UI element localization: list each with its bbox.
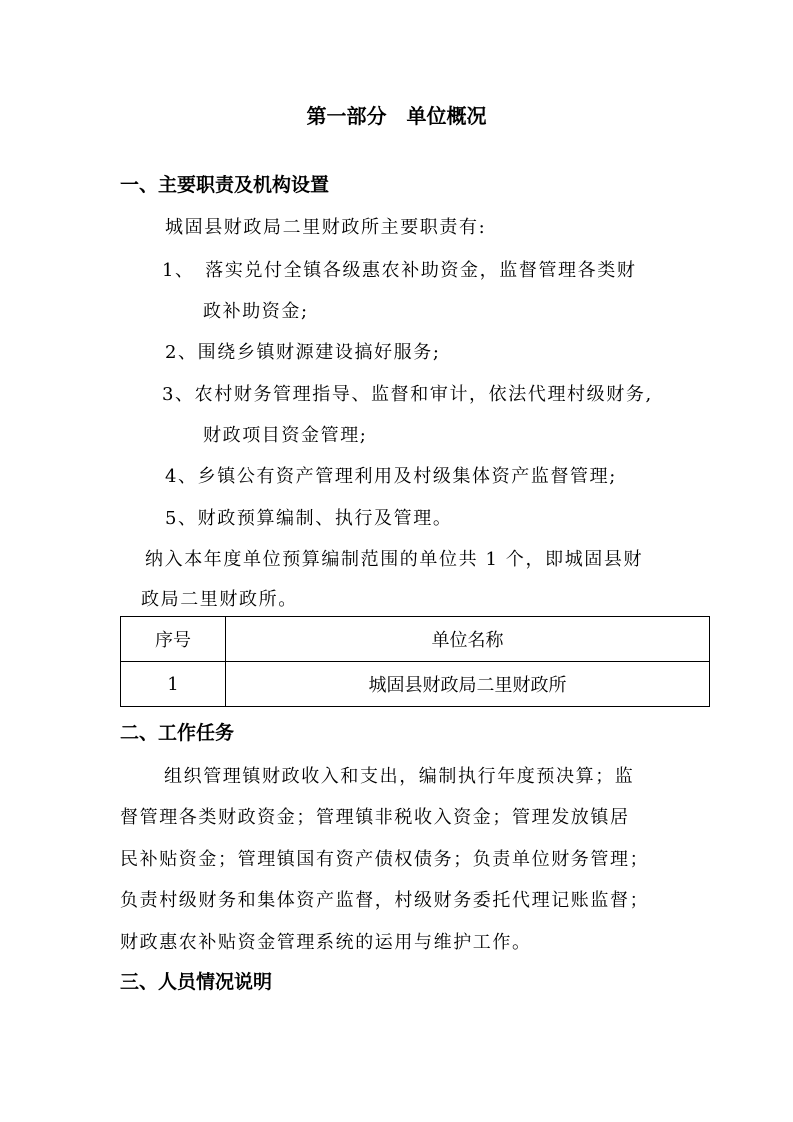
task-line-4: 负责村级财务和集体资产监督，村级财务委托代理记账监督； (120, 890, 650, 911)
section-3-heading: 三、人员情况说明 (120, 971, 273, 993)
unit-table (120, 616, 710, 707)
duty-item-4: 4、乡镇公有资产管理利用及村级集体资产监督管理; (165, 466, 617, 487)
duty-item-1-line-2: 政补助资金; (203, 301, 309, 322)
task-line-2: 督管理各类财政资金；管理镇非税收入资金；管理发放镇居 (120, 807, 630, 828)
cell-index: 1 (121, 662, 226, 707)
cell-unit-name: 城固县财政局二里财政所 (226, 662, 710, 707)
table-row (121, 662, 710, 707)
duty-item-1-line-1: 1、 落实兑付全镇各级惠农补助资金，监督管理各类财 (162, 260, 637, 281)
header-index: 序号 (121, 617, 226, 662)
task-line-1: 组织管理镇财政收入和支出，编制执行年度预决算；监 (164, 766, 635, 787)
duty-item-2: 2、围绕乡镇财源建设搞好服务; (165, 342, 441, 363)
section-1-intro: 城固县财政局二里财政所主要职责有: (165, 217, 487, 238)
scope-line-2: 政局二里财政所。 (141, 589, 298, 610)
header-unit-name: 单位名称 (226, 617, 710, 662)
section-2-heading: 二、工作任务 (120, 722, 235, 744)
scope-line-1: 纳入本年度单位预算编制范围的单位共 1 个，即城固县财 (145, 549, 644, 570)
duty-item-3-line-2: 财政项目资金管理; (203, 425, 368, 446)
duty-item-3-line-1: 3、农村财务管理指导、监督和审计，依法代理村级财务, (162, 384, 653, 405)
task-line-3: 民补贴资金；管理镇国有资产债权债务；负责单位财务管理； (120, 849, 650, 870)
section-1-heading: 一、主要职责及机构设置 (120, 174, 330, 196)
task-line-5: 财政惠农补贴资金管理系统的运用与维护工作。 (120, 932, 532, 953)
duty-item-5: 5、财政预算编制、执行及管理。 (165, 508, 453, 529)
page-title: 第一部分 单位概况 (306, 104, 487, 128)
table-header-row (121, 617, 710, 662)
